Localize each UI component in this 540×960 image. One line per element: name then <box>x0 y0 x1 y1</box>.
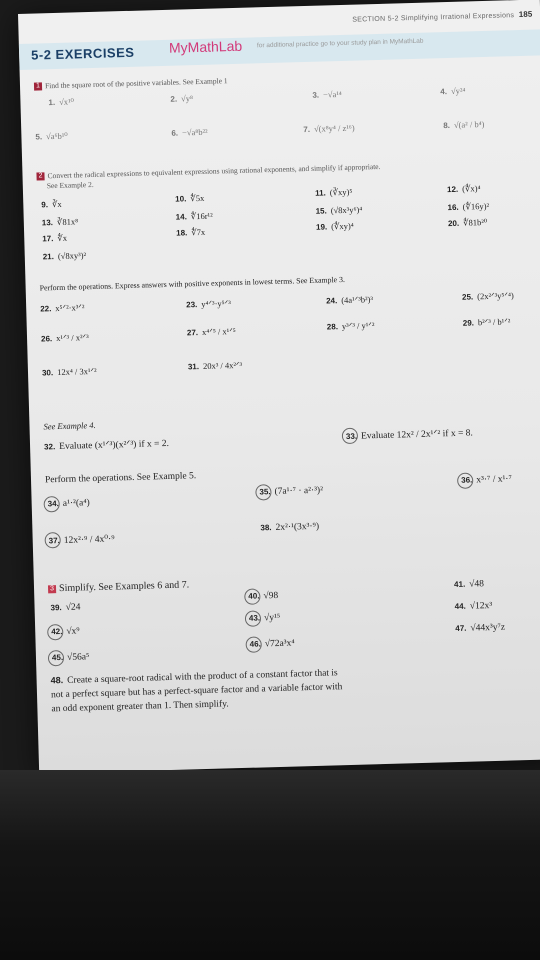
exercise-item: 15. (√8x³y⁶)⁴ <box>315 204 363 216</box>
exercise-item: 38. 2x²·¹(3x³·⁹) <box>260 521 320 534</box>
exercise-item: 31. 20x³ / 4x²ᐟ³ <box>187 359 243 372</box>
exercise-item: 33. Evaluate 12x² / 2x¹ᐟ² if x = 8. <box>345 428 474 442</box>
exercise-item: 3. −√a¹⁴ <box>312 88 342 100</box>
pen-circle <box>47 624 63 640</box>
exercise-item: 2. √y⁸ <box>170 93 194 104</box>
section2-instruction: 2 Convert the radical expressions to equivalent expressions using rational exponents, and simplify if appropriate. <box>36 158 536 181</box>
pen-circle <box>244 588 260 604</box>
textbook-page <box>18 0 540 774</box>
exercise-item: 21. (√8xy³)² <box>42 250 87 262</box>
pen-circle <box>457 472 473 488</box>
section1-badge: 1 <box>34 83 42 91</box>
exercise-item: 12. (∜x)⁴ <box>446 183 481 195</box>
exercise-item: 13. ∛81x⁸ <box>41 216 79 228</box>
pen-circle <box>48 650 64 666</box>
ops1-instruction: Perform the operations. Express answers with positive exponents in lowest terms. See Example 3. <box>39 274 345 293</box>
exercise-item: 32. Evaluate (x¹ᐟ³)(x²ᐟ³) if x = 2. <box>43 438 170 453</box>
exercise-item: 34. a¹·²(a⁴) <box>47 498 90 509</box>
exercise-item: 17. ∜x <box>42 232 68 244</box>
section2-see-example: See Example 2. <box>46 179 94 191</box>
exercise-item: 28. y³ᐟ³ / y¹ᐟ² <box>326 320 375 332</box>
dark-background <box>0 770 540 960</box>
exercise-item: 19. (∜xy)⁴ <box>315 220 354 232</box>
section2-badge: 2 <box>36 173 44 181</box>
exercise-item: 42. √x⁹ <box>51 626 80 637</box>
exercise-item: 44. √12x³ <box>454 600 493 612</box>
exercise-item: 20. ∜81b²⁰ <box>447 216 488 229</box>
exercise-item: 39. √24 <box>50 602 81 613</box>
pen-circle <box>245 610 261 626</box>
exercise-item: 45. √56a⁵ <box>51 652 90 663</box>
exercise-item: 6. −√a⁸b²² <box>171 126 208 138</box>
exercise-item: 41. √48 <box>453 579 485 590</box>
exercise-item: 10. ∜5x <box>175 192 205 204</box>
page-number: 185 <box>518 9 533 20</box>
pen-circle <box>255 484 271 500</box>
exercise-item: 1. √x¹⁰ <box>48 96 75 108</box>
exercise-item: 26. x¹ᐟ³ / x²ᐟ³ <box>40 332 89 344</box>
pen-circle <box>245 636 261 652</box>
exercise-item: 29. b²ᐟ³ / b¹ᐟ² <box>462 316 511 328</box>
exercise-item: 46. √72a³x⁴ <box>249 638 295 650</box>
mymathlab-note: for additional practice go to your study plan in MyMathLab <box>256 37 424 50</box>
exercise-item: 35. (7a¹·⁷ · a²·³)² <box>259 485 324 498</box>
exercise-item: 16. (∜16y)² <box>447 200 490 213</box>
exercise-item: 30. 12x⁴ / 3x¹ᐟ² <box>41 365 97 378</box>
exercise-item: 25. (2x²ᐟ³y⁵ᐟ⁴) <box>461 290 514 302</box>
ops2-instruction: Perform the operations. See Example 5. <box>44 471 197 486</box>
section3-instruction: 3 Simplify. See Examples 6 and 7. <box>48 579 189 594</box>
exercise-item: 43. √y¹⁵ <box>248 612 281 624</box>
exercise-item: 24. (4a¹ᐟ³b²)³ <box>326 294 374 306</box>
exercise-item: 36. x³·⁷ / x¹·⁷ <box>461 474 512 486</box>
running-head: SECTION 5-2 Simplifying Irrational Expressions <box>352 12 515 24</box>
exercise-item: 9. ∛x <box>41 198 62 210</box>
exercise-item: 27. x⁴ᐟ⁵ / x¹ᐟ⁵ <box>186 326 236 338</box>
section3-badge: 3 <box>48 585 56 593</box>
problem-48: 48. Create a square-root radical with the product of a constant factor that is not a perfect square but has a perfect-square factor and a variable factor with an odd exponent greater than 1. Then simplify. <box>50 668 343 715</box>
exercise-item: 11. (∛xy)⁵ <box>314 186 353 198</box>
exercise-item: 22. x⁵ᐟ²·x³ᐟ² <box>40 302 85 314</box>
exercise-item: 14. ∜16r¹² <box>175 210 213 222</box>
exercise-item: 40. √98 <box>248 590 279 602</box>
exercises-title: 5-2 EXERCISES <box>30 44 135 63</box>
exercise-item: 5. √a⁶b¹⁰ <box>35 130 68 142</box>
section1-instruction: 1 Find the square root of the positive variables. See Example 1 <box>34 76 228 91</box>
exercise-item: 18. ∜7x <box>176 226 206 238</box>
example4-see: See Example 4. <box>43 419 96 432</box>
exercise-item: 7. √(x⁸y⁴ / z¹⁶) <box>303 122 355 135</box>
pen-circle <box>43 496 59 512</box>
exercise-item: 47. √44x³y⁷z <box>455 622 506 634</box>
exercise-item: 23. y⁴ᐟ³·y⁵ᐟ³ <box>186 298 231 310</box>
mymathlab-logo: MyMathLab <box>168 37 243 56</box>
exercise-item: 37. 12x²·⁹ / 4x⁰·⁹ <box>48 534 115 546</box>
exercise-item: 4. √y²⁴ <box>440 85 466 97</box>
exercise-item: 8. √(a² / b⁴) <box>443 119 485 131</box>
